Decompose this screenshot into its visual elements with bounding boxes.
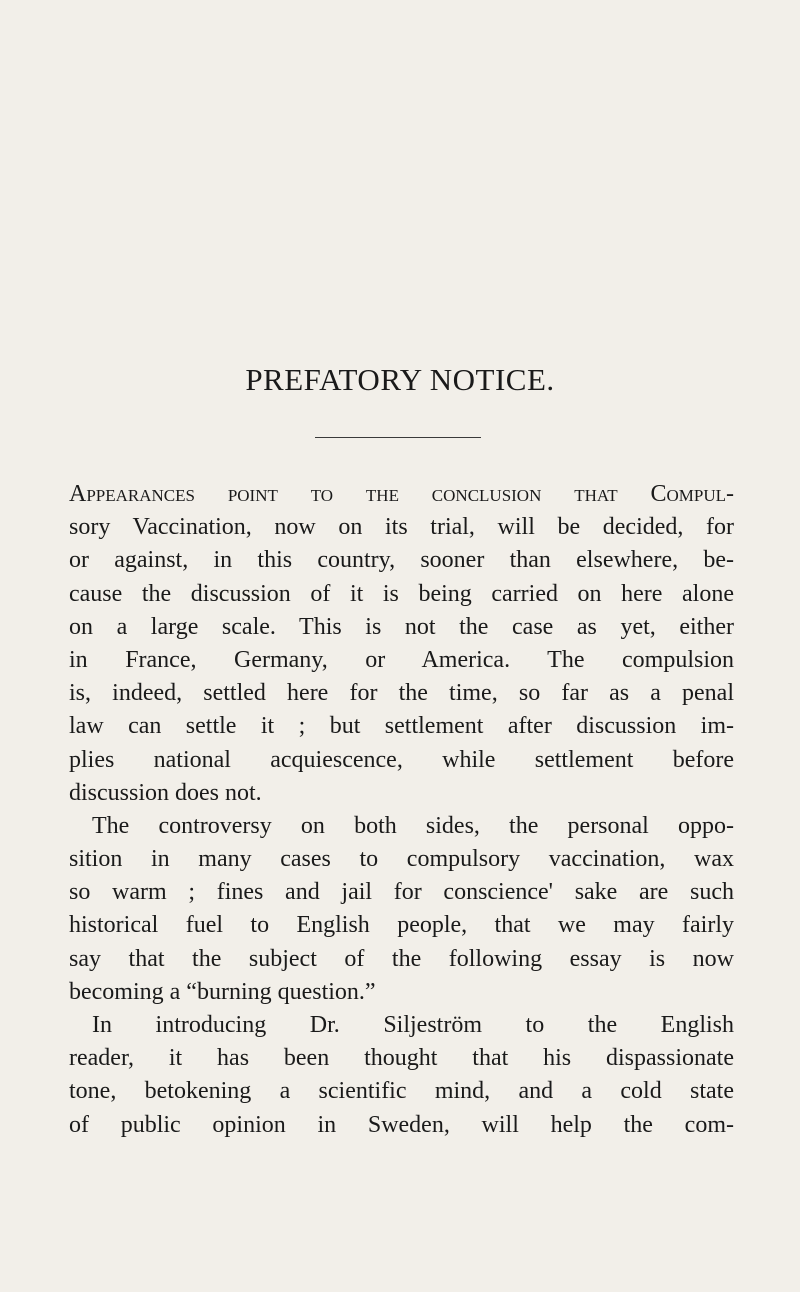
text-line: sition in many cases to compulsory vaccination, wax [69, 846, 734, 873]
text-line: cause the discussion of it is being carried on here alone [69, 580, 734, 607]
text-line: reader, it has been thought that his dispassionate [69, 1045, 734, 1072]
text-line: on a large scale. This is not the case as yet, either [69, 613, 734, 640]
text-line: In introducing Dr. Siljeström to the English [92, 1012, 734, 1038]
text-line: is, indeed, settled here for the time, so far as a penal [69, 680, 734, 707]
text-line: sory Vaccination, now on its trial, will be decided, for [69, 514, 734, 541]
text-line: discussion does not. [69, 779, 262, 806]
text-line: in France, Germany, or America. The compulsion [69, 646, 734, 673]
text-line: law can settle it ; but settlement after discussion im- [69, 713, 734, 740]
text-line: say that the subject of the following essay is now [69, 945, 734, 972]
text-line: tone, betokening a scientific mind, and a cold state [69, 1078, 734, 1105]
text-line: becoming a “burning question.” [69, 978, 376, 1005]
body-text [69, 478, 734, 1142]
text-line: of public opinion in Sweden, will help the com- [69, 1111, 734, 1138]
title-rule [315, 437, 481, 438]
text-line: so warm ; fines and jail for conscience' sake are such [69, 879, 734, 906]
page-title: PREFATORY NOTICE. [245, 362, 555, 397]
text-line: The controversy on both sides, the personal oppo- [92, 812, 734, 839]
text-line: historical fuel to English people, that we may fairly [69, 912, 734, 939]
text-line: or against, in this country, sooner than elsewhere, be- [69, 547, 734, 574]
text-line: plies national acquiescence, while settlement before [69, 746, 734, 773]
text-line: Appearances point to the conclusion that Compul- [69, 481, 734, 507]
